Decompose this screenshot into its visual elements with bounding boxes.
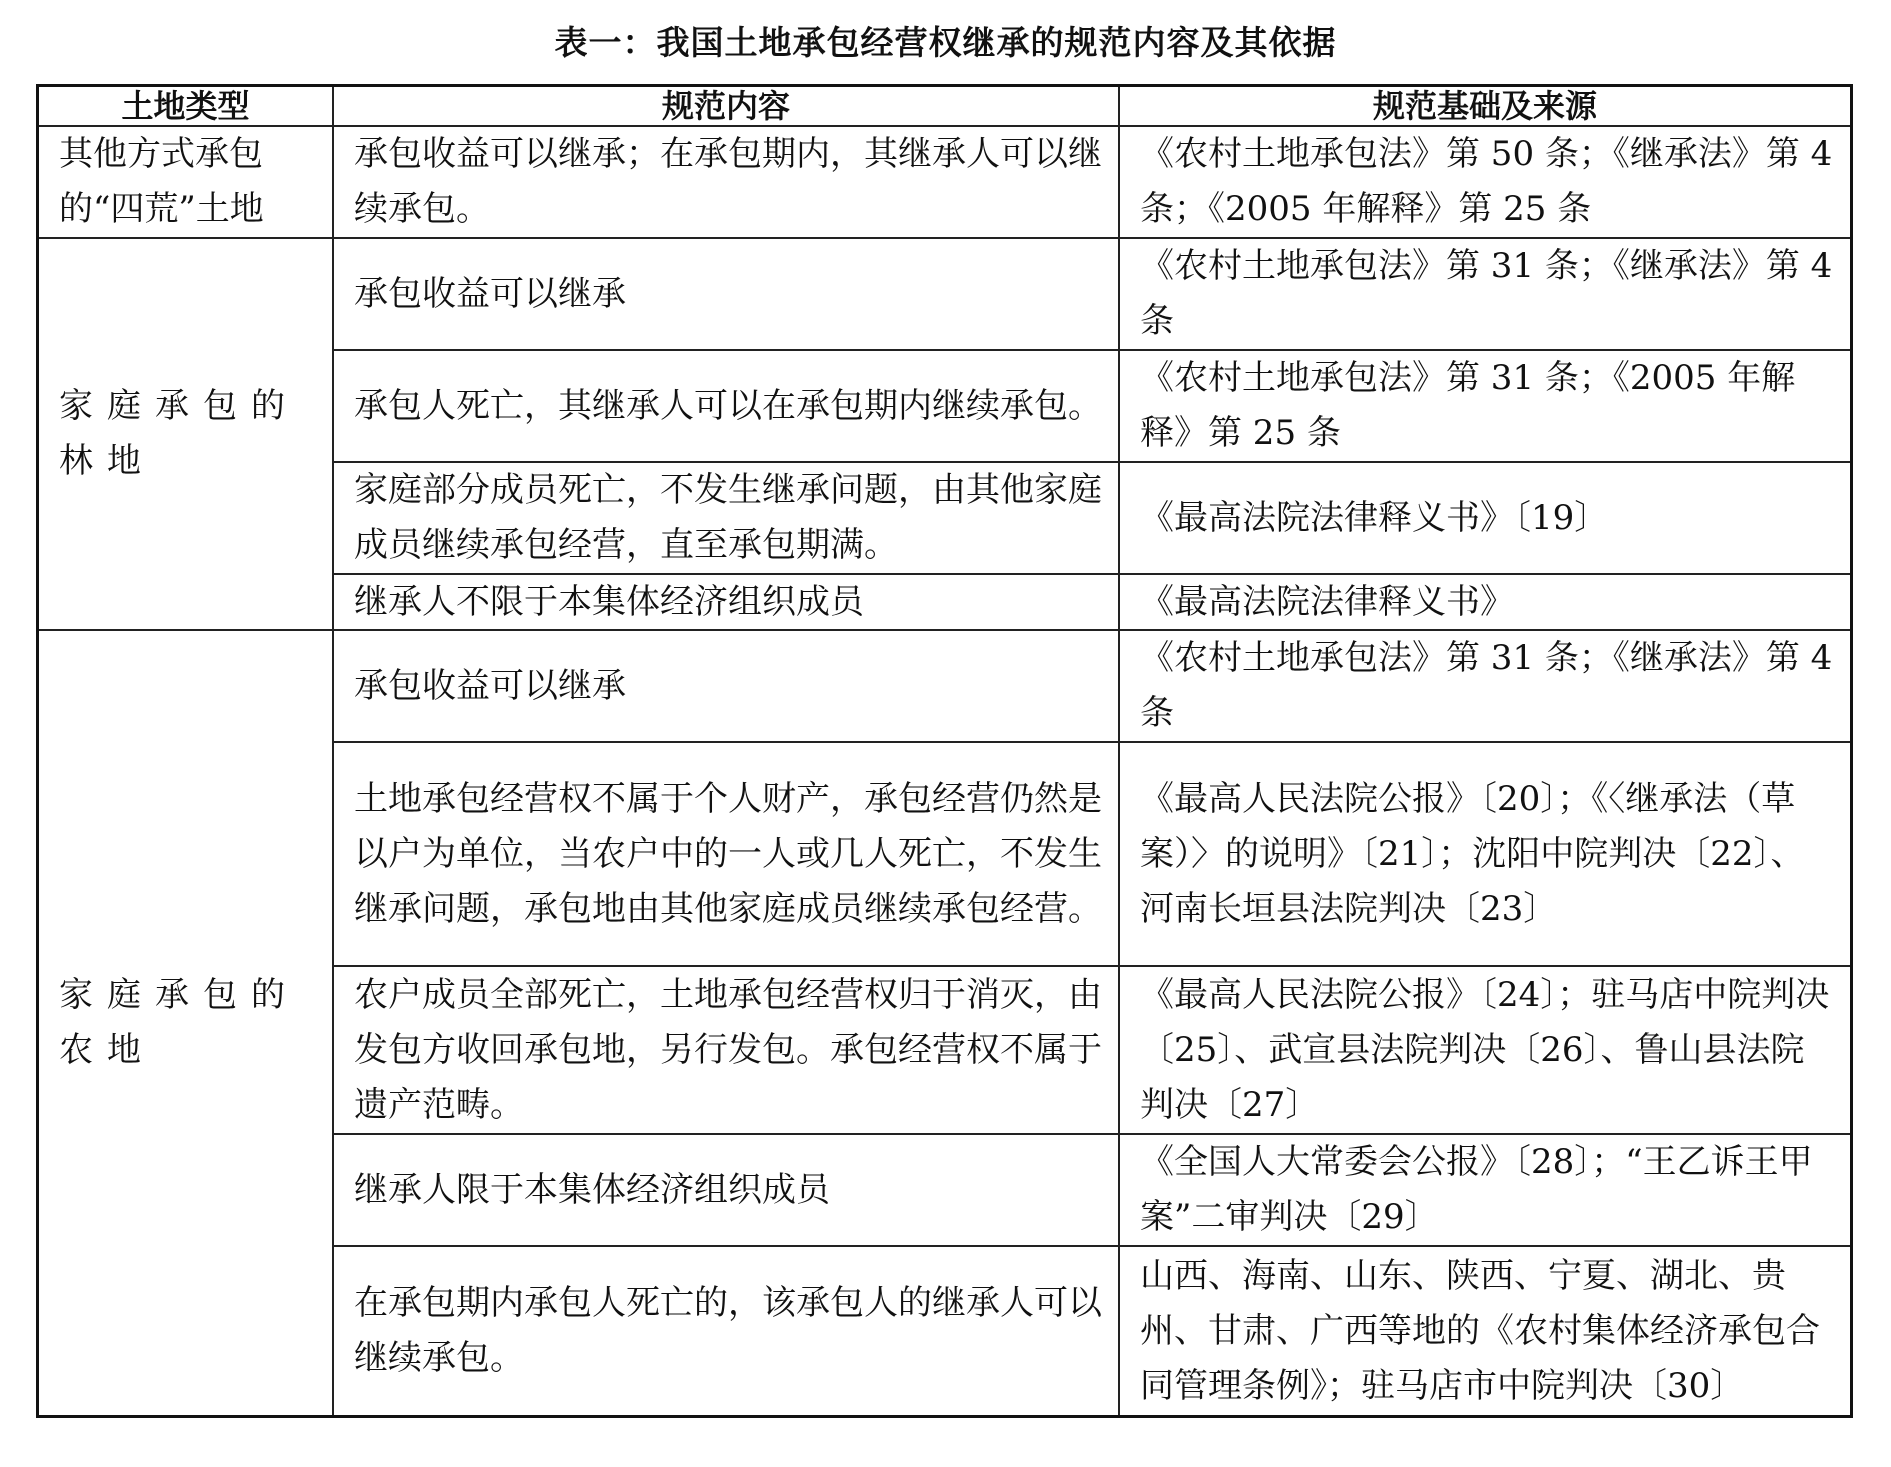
source-text: 《农村土地承包法》第 31 条；《继承法》第 4 条 [1140, 246, 1833, 341]
source-cell [1120, 463, 1850, 575]
content-text: 土地承包经营权不属于个人财产，承包经营仍然是以户为单位，当农户中的一人或几人死亡，不发生继承问题，承包地由其他家庭成员继续承包经营。 [354, 778, 1102, 929]
content-cell [334, 631, 1120, 743]
content-cell [334, 967, 1120, 1135]
source-text: 山西、海南、山东、陕西、宁夏、湖北、贵州、甘肃、广西等地的《农村集体经济承包合同管理条例》；驻马店市中院判决〔30〕 [1140, 1255, 1820, 1406]
land-type-cell [39, 631, 334, 1415]
content-text: 继承人限于本集体经济组织成员 [354, 1169, 830, 1210]
source-text: 《最高人民法院公报》〔20〕；《〈继承法（草案）〉的说明》〔21〕；沈阳中院判决〔22〕、河南长垣县法院判决〔23〕 [1140, 778, 1805, 929]
source-cell [1120, 239, 1850, 351]
content-cell [334, 351, 1120, 463]
content-text: 在承包期内承包人死亡的，该承包人的继承人可以继续承包。 [354, 1283, 1102, 1378]
header-content: 规范内容 [334, 87, 1120, 127]
source-cell [1120, 351, 1850, 463]
source-text: 《最高法院法律释义书》 [1140, 581, 1514, 622]
source-cell [1120, 1247, 1850, 1415]
header-land-type: 土地类型 [39, 87, 334, 127]
source-text: 《农村土地承包法》第 50 条；《继承法》第 4 条；《2005 年解释》第 25 条 [1140, 134, 1833, 229]
content-text: 承包人死亡，其继承人可以在承包期内继续承包。 [354, 385, 1102, 426]
source-text: 《最高法院法律释义书》〔19〕 [1140, 497, 1609, 538]
source-cell [1120, 967, 1850, 1135]
source-text: 《全国人大常委会公报》〔28〕；“王乙诉王甲案”二审判决〔29〕 [1140, 1142, 1813, 1237]
source-text: 《农村土地承包法》第 31 条；《继承法》第 4 条 [1140, 638, 1833, 733]
source-text: 《最高人民法院公报》〔24〕；驻马店中院判决〔25〕、武宣县法院判决〔26〕、鲁山县法院判决〔27〕 [1140, 974, 1830, 1125]
source-cell [1120, 631, 1850, 743]
source-cell [1120, 575, 1850, 631]
content-cell [334, 239, 1120, 351]
header-source: 规范基础及来源 [1120, 87, 1850, 127]
source-cell [1120, 1135, 1850, 1247]
content-text: 家庭部分成员死亡，不发生继承问题，由其他家庭成员继续承包经营，直至承包期满。 [354, 470, 1102, 565]
land-type-label: 其他方式承包的“四荒”土地 [59, 134, 264, 229]
content-cell [334, 127, 1120, 239]
content-text: 承包收益可以继承；在承包期内，其继承人可以继续承包。 [354, 134, 1102, 229]
content-cell [334, 1247, 1120, 1415]
land-type-cell [39, 239, 334, 631]
content-cell [334, 575, 1120, 631]
content-cell [334, 743, 1120, 967]
land-type-label: 家庭承包的林地 [59, 386, 299, 481]
content-text: 继承人不限于本集体经济组织成员 [354, 581, 864, 622]
source-text: 《农村土地承包法》第 31 条；《2005 年解释》第 25 条 [1140, 358, 1796, 453]
land-type-label: 家庭承包的农地 [59, 975, 299, 1070]
land-type-cell [39, 127, 334, 239]
regulation-table [36, 84, 1853, 1418]
content-cell [334, 463, 1120, 575]
table-caption: 表一：我国土地承包经营权继承的规范内容及其依据 [554, 23, 1337, 62]
content-cell [334, 1135, 1120, 1247]
content-text: 农户成员全部死亡，土地承包经营权归于消灭，由发包方收回承包地，另行发包。承包经营权不属于遗产范畴。 [354, 974, 1102, 1125]
content-text: 承包收益可以继承 [354, 665, 626, 706]
content-text: 承包收益可以继承 [354, 273, 626, 314]
source-cell [1120, 743, 1850, 967]
source-cell [1120, 127, 1850, 239]
